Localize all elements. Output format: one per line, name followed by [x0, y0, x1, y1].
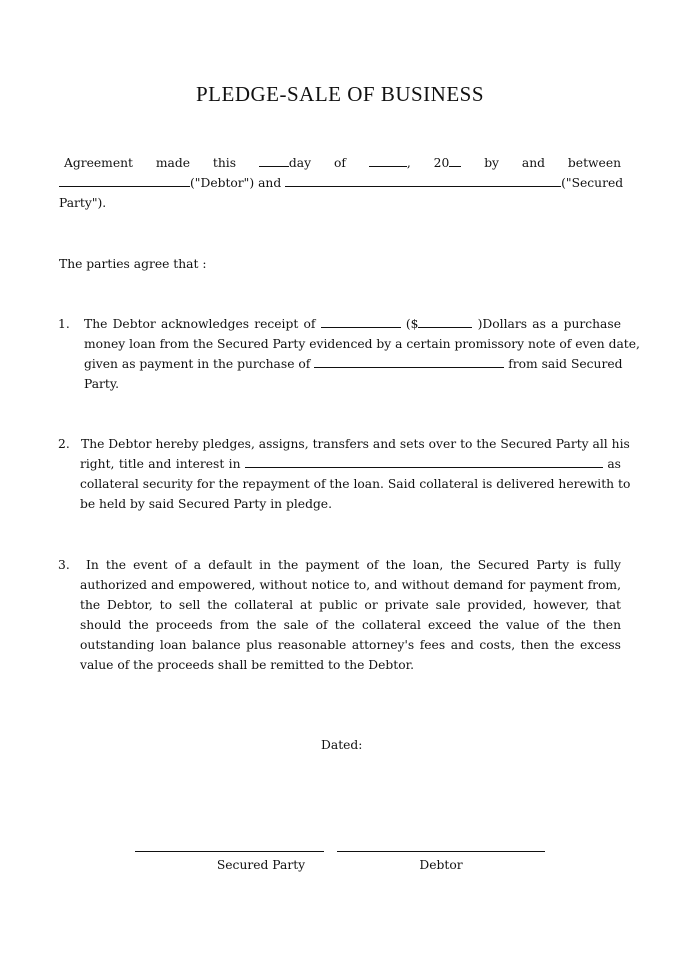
dated-label: Dated: [321, 738, 363, 752]
secured-ref: ("Secured [561, 176, 624, 190]
word-and: and [521, 156, 546, 170]
intro-line-2 [59, 173, 624, 193]
clause-2-text-a: right, title and interest in [80, 457, 241, 471]
clause-2-line-2 [80, 454, 621, 474]
clause-2-text-as: as [607, 457, 621, 471]
clause-3-number: 3. [58, 558, 70, 572]
word-made: made [155, 156, 191, 170]
word-this: this [212, 156, 237, 170]
dollar-prefix: ($ [405, 317, 419, 331]
clause-1-text-purchase: given as payment in the purchase of [84, 357, 311, 371]
collateral-blank[interactable] [245, 454, 603, 468]
clause-1-line-1 [84, 314, 621, 334]
clause-1-text-a: The Debtor acknowledges receipt of [84, 317, 316, 331]
secured-party-name-blank[interactable] [285, 173, 561, 187]
word-agreement: Agreement [64, 156, 133, 170]
word-between: between [567, 156, 622, 170]
word-of: of [333, 156, 346, 170]
amount-words-blank[interactable] [321, 314, 401, 328]
clause-3-text: In the event of a default in the payment of the loan, the Secured Party is fully authorized and empowered, without notice to, and without demand for payment from, the Debtor, to sell the collateral at public or private sale provided, however, that should the proceeds from the sale of the collateral exceed the value of the then outstanding loan balance plus reasonable attorney's fees and costs, then the excess value of the proceeds shall be remitted to the Debtor. [80, 558, 621, 672]
clause-2-line-3: collateral security for the repayment of the loan. Said collateral is delivered herewith to [80, 477, 631, 491]
debtor-name-blank[interactable] [59, 173, 190, 187]
clause-2-line-4: be held by said Secured Party in pledge. [80, 497, 332, 511]
word-by: by [484, 156, 500, 170]
clause-1-number: 1. [58, 317, 70, 331]
amount-number-blank[interactable] [418, 314, 472, 328]
word-and-2: and [258, 176, 282, 190]
clause-1-line-3 [84, 354, 621, 374]
business-purchased-blank[interactable] [314, 354, 504, 368]
day-blank[interactable] [259, 153, 289, 167]
clause-1-text-from: from said Secured [508, 357, 623, 371]
parties-agree-text: The parties agree that : [59, 257, 207, 271]
month-blank[interactable] [369, 153, 407, 167]
debtor-ref: ("Debtor") [190, 176, 255, 190]
document-title: PLEDGE-SALE OF BUSINESS [195, 82, 485, 106]
clause-1-text-c: )Dollars as a purchase [477, 317, 621, 331]
debtor-label: Debtor [419, 858, 463, 872]
clause-1-line-2: money loan from the Secured Party evidenced by a certain promissory note of even date, [84, 337, 640, 351]
debtor-signature-line[interactable] [337, 851, 545, 852]
intro-line-1: Agreement made this day of , 20 by and between [64, 153, 621, 173]
secured-party-signature-line[interactable] [135, 851, 324, 852]
year-blank[interactable] [449, 153, 461, 167]
clause-2-line-1: The Debtor hereby pledges, assigns, transfers and sets over to the Secured Party all his [81, 437, 630, 451]
word-day: day [288, 156, 312, 170]
secured-party-label: Secured Party [216, 858, 306, 872]
clause-1-line-4: Party. [84, 377, 120, 391]
clause-2-number: 2. [58, 437, 70, 451]
intro-line-3: Party"). [59, 196, 107, 210]
year-prefix: 20 [433, 156, 450, 170]
